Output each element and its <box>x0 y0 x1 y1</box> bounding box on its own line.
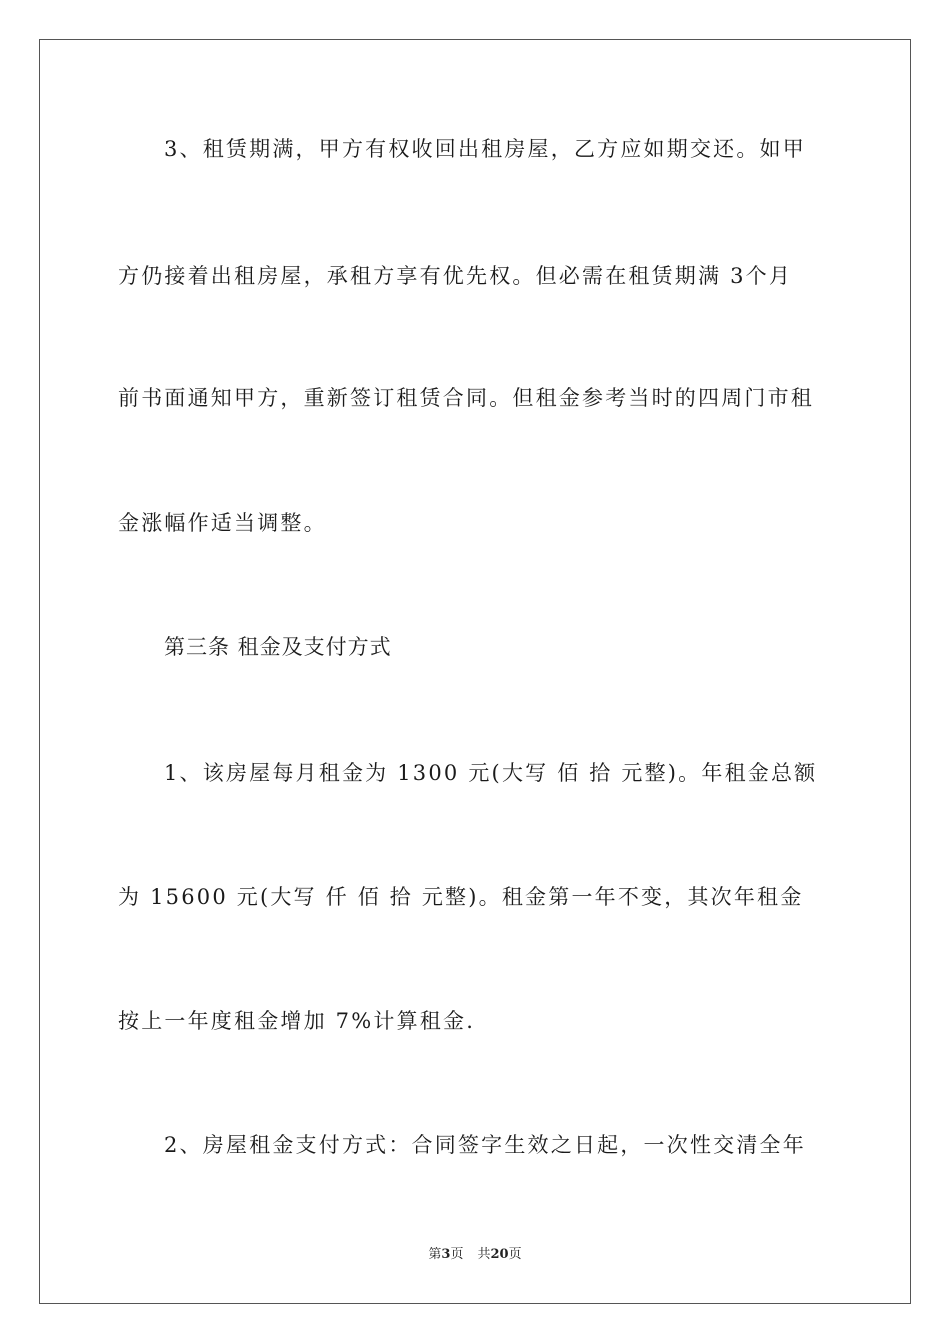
footer-page-prefix: 第 <box>428 1247 442 1262</box>
paragraph-line: 前书面通知甲方，重新签订租赁合同。但租金参考当时的四周门市租 <box>118 386 814 410</box>
paragraph-line: 方仍接着出租房屋，承租方享有优先权。但必需在租赁期满 3个月 <box>118 264 793 288</box>
section-heading: 第三条 租金及支付方式 <box>164 635 392 659</box>
paragraph-line: 1、该房屋每月租金为 1300 元(大写 佰 拾 元整)。年租金总额 <box>164 761 818 785</box>
paragraph-line: 2、房屋租金支付方式：合同签字生效之日起，一次性交清全年 <box>164 1133 806 1157</box>
paragraph-line: 按上一年度租金增加 7%计算租金. <box>118 1009 476 1033</box>
footer-total-suffix: 页 <box>508 1247 522 1262</box>
footer-total-prefix: 共 <box>477 1247 491 1262</box>
page-border <box>39 39 911 1304</box>
paragraph-line: 金涨幅作适当调整。 <box>118 511 327 535</box>
paragraph-line: 3、租赁期满，甲方有权收回出租房屋，乙方应如期交还。如甲 <box>164 137 806 161</box>
paragraph-line: 为 15600 元(大写 仟 佰 拾 元整)。租金第一年不变，其次年租金 <box>118 885 804 909</box>
page-footer <box>0 1246 950 1264</box>
footer-page-suffix: 页 <box>450 1247 464 1262</box>
footer-page-number: 3 <box>441 1247 451 1262</box>
footer-total-pages: 20 <box>490 1247 509 1262</box>
